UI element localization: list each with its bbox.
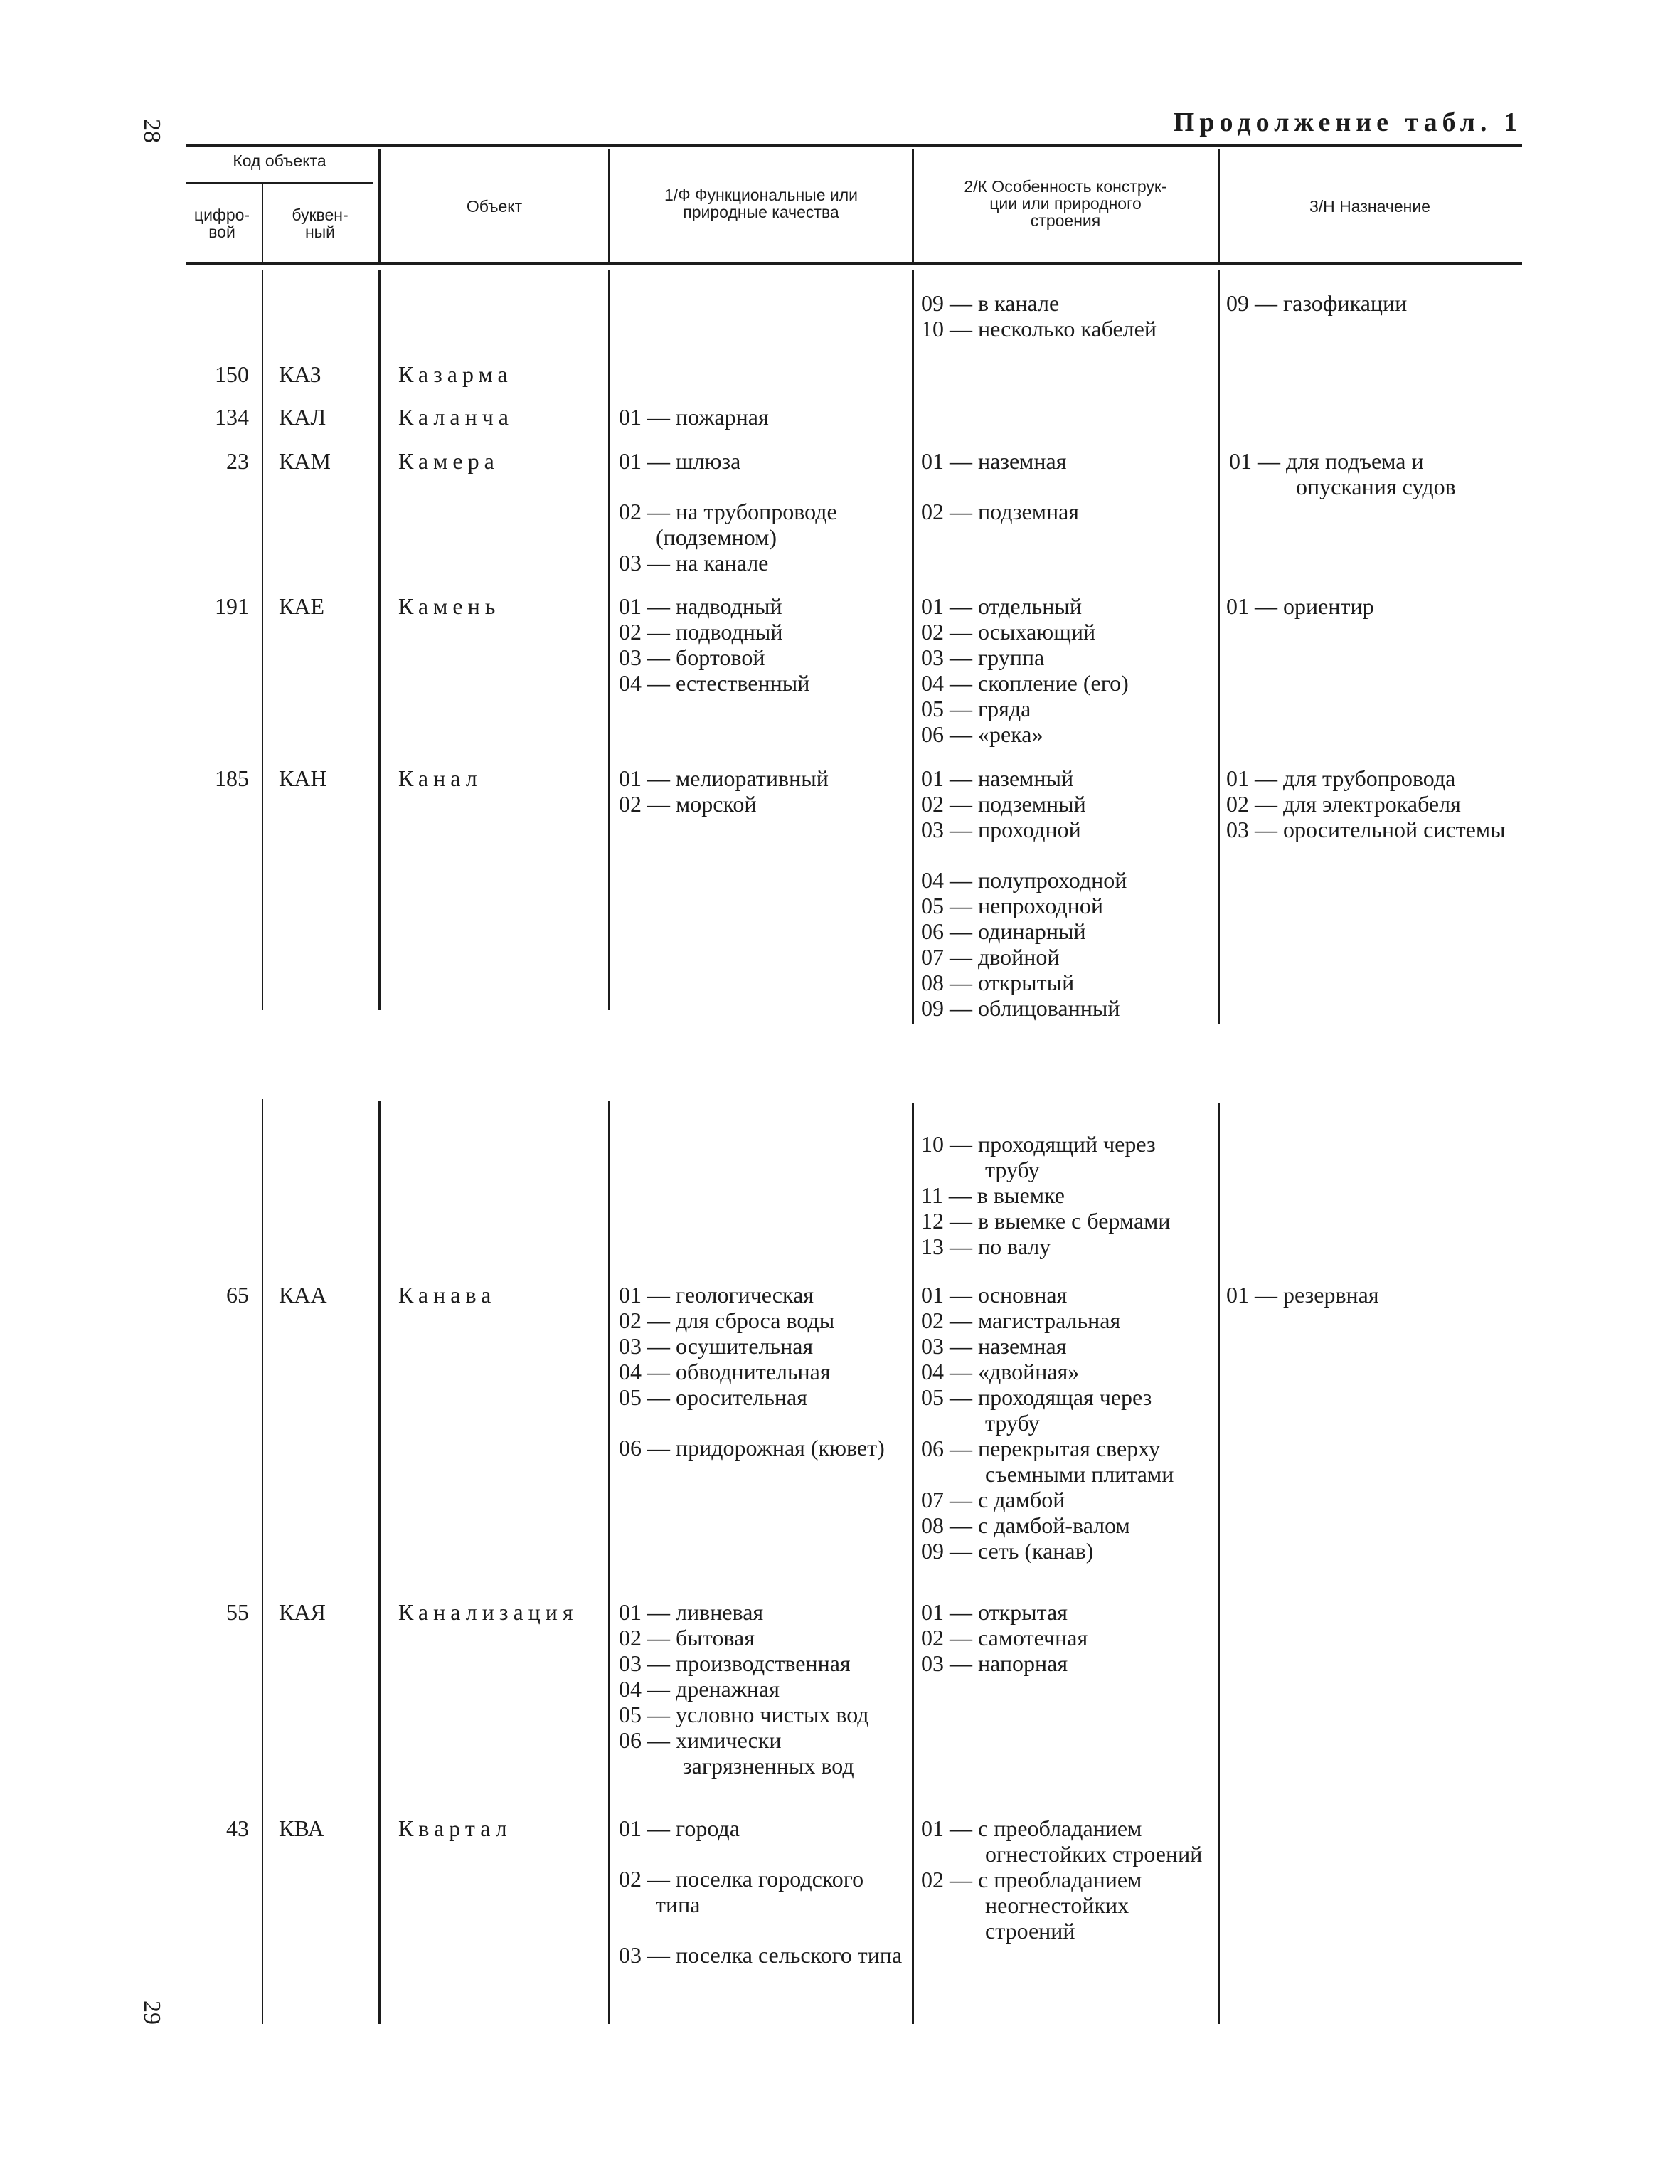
- row-letter-code: КАЛ: [279, 404, 326, 430]
- functional-list: [619, 404, 769, 430]
- feature-entry: 02 — подземная: [921, 499, 1080, 524]
- purpose-list: [1226, 1282, 1379, 1308]
- functional-entry: 02 — подводный: [619, 619, 783, 645]
- header-object: Объект: [466, 197, 523, 216]
- row-code: 55: [226, 1599, 249, 1625]
- functional-entry: 03 — поселка сельского типа: [619, 1942, 903, 1968]
- features-list: [921, 1815, 1208, 1944]
- features-list: [921, 593, 1129, 747]
- features-list: [921, 765, 1127, 1021]
- functional-entry: 01 — шлюза: [619, 448, 741, 474]
- feature-entry: 02 — с преобладанием неогнестойких строений: [921, 1867, 1142, 1944]
- header-vline-4: [912, 149, 914, 262]
- functional-entry: 01 — города: [619, 1815, 740, 1841]
- block1-vline-5: [1218, 270, 1220, 1024]
- block1-vline-1: [262, 270, 263, 1010]
- block1-vline-2: [378, 270, 381, 1010]
- functional-entry: 02 — для сброса воды: [619, 1308, 835, 1333]
- features-list: [921, 1282, 1208, 1564]
- purpose-entry: 01 — резервная: [1226, 1282, 1379, 1308]
- row-code: 150: [215, 361, 249, 387]
- feature-entry: 08 — открытый: [921, 970, 1075, 995]
- feature-entry: 05 — непроходной: [921, 893, 1104, 918]
- feature-entry: 09 — сеть (канав): [921, 1538, 1094, 1564]
- feature-entry: 07 — двойной: [921, 944, 1060, 970]
- feature-entry: 04 — полупроходной: [921, 867, 1127, 893]
- feature-entry: 04 — скопление (его): [921, 670, 1129, 696]
- row-letter-code: КАЕ: [279, 593, 324, 619]
- feature-entry: 08 — с дамбой-валом: [921, 1512, 1130, 1538]
- block2-vline-2: [378, 1101, 381, 2024]
- block1-carry-purpose: [1226, 290, 1407, 316]
- feature-entry: 05 — проходящая через трубу: [921, 1384, 1152, 1436]
- row-letter-code: КАЯ: [279, 1599, 326, 1625]
- row-letter-code: КАН: [279, 765, 327, 791]
- feature-entry: 01 — наземная: [921, 448, 1067, 474]
- header-construction-features: 2/К Особенность конструк- ции или природного строения: [964, 177, 1167, 230]
- feature-entry: 02 — подземный: [921, 791, 1086, 817]
- feature-entry: 03 — проходной: [921, 817, 1081, 842]
- functional-entry: 01 — надводный: [619, 593, 782, 619]
- right-page-number: 29: [139, 2000, 165, 2025]
- header-bottom-rule: [186, 262, 1522, 265]
- purpose-entry: 01 — ориентир: [1226, 593, 1374, 619]
- row-object-name: Канал: [398, 765, 482, 791]
- functional-list: [619, 1815, 906, 1968]
- functional-entry: 06 — придорожная (кювет): [619, 1435, 885, 1461]
- row-object-name: Каланча: [398, 404, 514, 430]
- carry-purpose-entry: 09 — газофикации: [1226, 290, 1408, 316]
- purpose-list: [1229, 448, 1521, 499]
- block1-vline-3: [608, 270, 610, 1010]
- feature-entry: 01 — открытая: [921, 1599, 1068, 1625]
- purpose-list: [1226, 765, 1519, 842]
- header-top-rule: [186, 144, 1522, 147]
- feature-entry: 06 — перекрытая сверху съемными плитами: [921, 1436, 1174, 1487]
- functional-entry: 04 — дренажная: [619, 1676, 780, 1702]
- functional-entry: 04 — естественный: [619, 670, 810, 696]
- functional-list: [619, 593, 809, 696]
- purpose-entry: 03 — оросительной системы: [1226, 817, 1506, 842]
- feature-entry: 02 — магистральная: [921, 1308, 1121, 1333]
- row-letter-code: КАА: [279, 1282, 327, 1308]
- functional-entry: 02 — на трубопроводе (подземном): [619, 499, 837, 550]
- feature-entry: 05 — гряда: [921, 696, 1031, 721]
- carry-feature-entry: 13 — по валу: [921, 1234, 1051, 1259]
- row-object-name: Канализация: [398, 1599, 578, 1625]
- purpose-entry: 02 — для электрокабеля: [1226, 791, 1461, 817]
- feature-entry: 09 — облицованный: [921, 995, 1120, 1021]
- purpose-entry: 01 — для подъема и опускания судов: [1229, 448, 1456, 499]
- row-code: 23: [226, 448, 249, 474]
- functional-entry: 01 — пожарная: [619, 404, 769, 430]
- feature-entry: 06 — одинарный: [921, 918, 1086, 944]
- row-letter-code: КВА: [279, 1815, 324, 1841]
- functional-entry: 05 — оросительная: [619, 1384, 807, 1410]
- feature-entry: 03 — группа: [921, 645, 1045, 670]
- carry-feature-entry: 11 — в выемке: [921, 1182, 1065, 1208]
- functional-entry: 02 — бытовая: [619, 1625, 755, 1650]
- row-object-name: Канава: [398, 1282, 496, 1308]
- row-code: 43: [226, 1815, 249, 1841]
- functional-entry: 03 — осушительная: [619, 1333, 814, 1359]
- continuation-title: Продолжение табл. 1: [1173, 107, 1522, 137]
- feature-entry: 06 — «река»: [921, 721, 1043, 747]
- functional-list: [619, 1599, 906, 1779]
- block2-vline-5: [1218, 1103, 1220, 2024]
- carry-feature-entry: 12 — в выемке с бермами: [921, 1208, 1171, 1234]
- functional-entry: 04 — обводнительная: [619, 1359, 831, 1384]
- row-object-name: Казарма: [398, 361, 513, 387]
- functional-entry: 06 — химически загрязненных вод: [619, 1727, 854, 1779]
- row-object-name: Камера: [398, 448, 499, 474]
- row-code: 65: [226, 1282, 249, 1308]
- code-group-rule: [186, 182, 373, 184]
- functional-entry: 01 — геологическая: [619, 1282, 814, 1308]
- feature-entry: 01 — отдельный: [921, 593, 1082, 619]
- purpose-list: [1226, 593, 1374, 619]
- functional-list: [619, 765, 829, 817]
- row-letter-code: КАЗ: [279, 361, 321, 387]
- feature-entry: 01 — с преобладанием огнестойких строений: [921, 1815, 1203, 1867]
- block2-carry-features: [921, 1131, 1208, 1259]
- carry-feature-entry: 10 — проходящий через трубу: [921, 1131, 1156, 1182]
- functional-entry: 03 — производственная: [619, 1650, 851, 1676]
- carry-feature-entry: 09 — в канале: [921, 290, 1060, 316]
- row-code: 134: [215, 404, 249, 430]
- functional-entry: 03 — бортовой: [619, 645, 765, 670]
- block1-carry-features: [921, 290, 1157, 341]
- functional-entry: 01 — ливневая: [619, 1599, 764, 1625]
- feature-entry: 07 — с дамбой: [921, 1487, 1065, 1512]
- row-code: 185: [215, 765, 249, 791]
- functional-entry: 01 — мелиоративный: [619, 765, 829, 791]
- functional-entry: 02 — морской: [619, 791, 757, 817]
- header-vline-2: [378, 149, 381, 262]
- feature-entry: 03 — напорная: [921, 1650, 1068, 1676]
- header-vline-5: [1218, 149, 1220, 262]
- header-vline-1: [262, 182, 263, 262]
- features-list: [921, 448, 1079, 524]
- row-object-name: Камень: [398, 593, 501, 619]
- feature-entry: 02 — осыхающий: [921, 619, 1096, 645]
- feature-entry: 01 — основная: [921, 1282, 1068, 1308]
- block1-vline-4: [912, 270, 914, 1024]
- functional-entry: 03 — на канале: [619, 550, 769, 576]
- features-list: [921, 1599, 1088, 1676]
- header-code-group: Код объекта: [233, 152, 326, 170]
- functional-list: [619, 448, 903, 576]
- functional-list: [619, 1282, 906, 1461]
- row-code: 191: [215, 593, 249, 619]
- header-purpose: 3/Н Назначение: [1309, 197, 1430, 216]
- block2-vline-4: [912, 1103, 914, 2024]
- functional-entry: 05 — условно чистых вод: [619, 1702, 869, 1727]
- feature-entry: 04 — «двойная»: [921, 1359, 1080, 1384]
- left-page-number: 28: [139, 119, 165, 143]
- row-object-name: Квартал: [398, 1815, 512, 1841]
- row-letter-code: КАМ: [279, 448, 331, 474]
- header-vline-3: [608, 149, 610, 262]
- feature-entry: 01 — наземный: [921, 765, 1074, 791]
- purpose-entry: 01 — для трубопровода: [1226, 765, 1456, 791]
- feature-entry: 03 — наземная: [921, 1333, 1067, 1359]
- header-digital: цифро- вой: [193, 206, 250, 241]
- carry-feature-entry: 10 — несколько кабелей: [921, 316, 1157, 341]
- header-letter: буквен- ный: [292, 206, 349, 241]
- functional-entry: 02 — поселка городского типа: [619, 1866, 864, 1917]
- feature-entry: 02 — самотечная: [921, 1625, 1088, 1650]
- block2-vline-1: [262, 1099, 263, 2024]
- block2-vline-3: [608, 1101, 610, 2024]
- header-functional-qualities: 1/Ф Функциональные или природные качества: [664, 186, 858, 221]
